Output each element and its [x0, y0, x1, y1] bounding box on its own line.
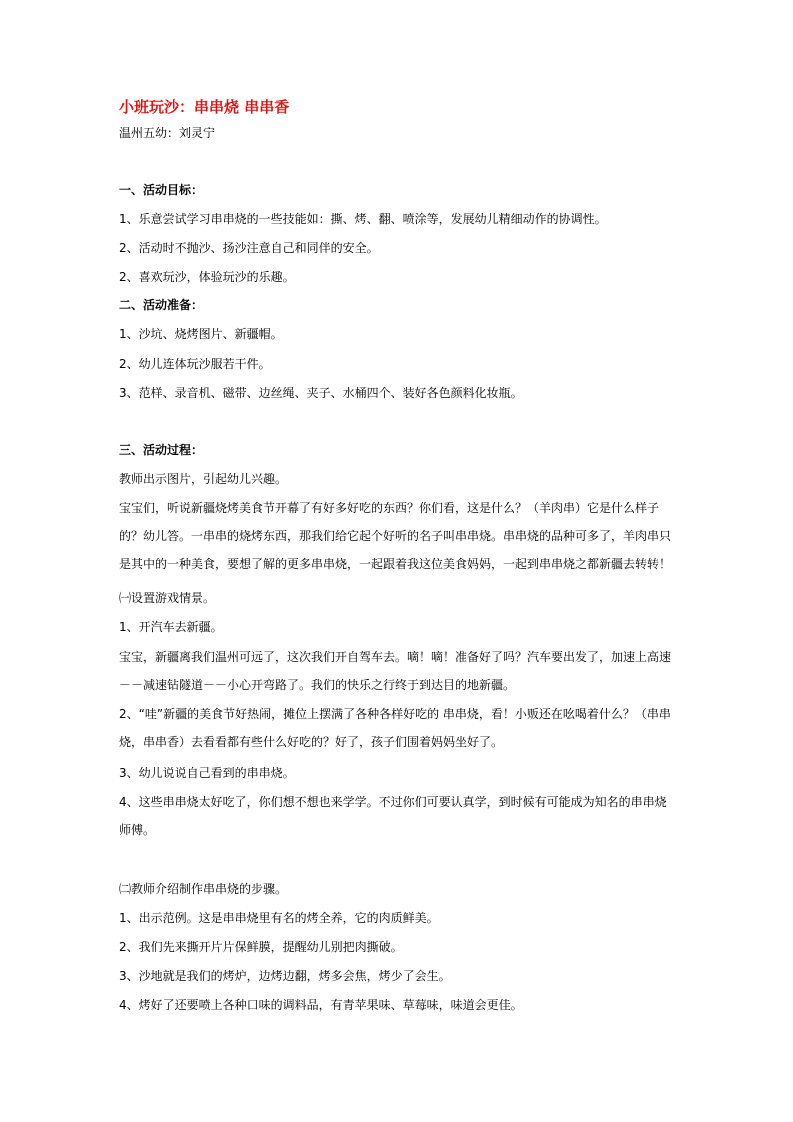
scene-paragraph: 宝宝，新疆离我们温州可远了，这次我们开自驾车去。嘀！嘀！准备好了吗？汽车要出发了，加速上高速－－减速钻隧道－－小心开弯路了。我们的快乐之行终于到达目的地新疆。 [119, 650, 672, 692]
section-heading-goals: 一、活动目标： [119, 183, 204, 197]
goal-item: 2、喜欢玩沙，体验玩沙的乐趣。 [119, 270, 295, 284]
scene-paragraph: 2、“哇”新疆的美食节好热闹，摊位上摆满了各种各样好吃的 串串烧，看！小贩还在吆喝着什么？（串串烧，串串香）去看看都有些什么好吃的？好了，孩子们围着妈妈坐好了。 [119, 707, 671, 749]
process-paragraph: 宝宝们，听说新疆烧烤美食节开幕了有好多好吃的东西？你们看，这是什么？（羊肉串）它是什么样子的？幼儿答。一串串的烧烤东西，那我们给它起个好听的名子叫串串烧。串串烧的品种可多了，羊肉串只是其中的一种美食，要想了解的更多串串烧，一起跟着我这位美食妈妈，一起到串串烧之都新疆去转转！ [119, 501, 672, 571]
prep-item: 2、幼儿连体玩沙服若干件。 [119, 357, 271, 371]
step-item: 1、出示范例。这是串串烧里有名的烤全养，它的肉质鲜美。 [119, 911, 439, 925]
subsection-heading: ㈡教师介绍制作串串烧的步骤。 [119, 882, 288, 896]
step-item: 3、沙地就是我们的烤炉，边烤边翻，烤多会焦，烤少了会生。 [119, 969, 451, 983]
author-line: 温州五幼：刘灵宁 [119, 126, 216, 140]
subsection-heading: ㈠设置游戏情景。 [119, 591, 216, 605]
section-heading-process: 三、活动过程： [119, 443, 204, 457]
prep-item: 3、范样、录音机、磁带、边丝绳、夹子、水桶四个、装好各色颜料化妆瓶。 [119, 386, 523, 400]
step-item: 3、幼儿说说自己看到的串串烧。 [119, 766, 295, 780]
section-heading-prep: 二、活动准备： [119, 298, 204, 312]
process-intro: 教师出示图片，引起幼儿兴趣。 [119, 472, 288, 486]
scene-paragraph: 4、这些串串烧太好吃了，你们想不想也来学学。不过你们可要认真学，到时候有可能成为知名的串串烧师傅。 [119, 795, 667, 837]
prep-item: 1、沙坑、烧烤图片、新疆帽。 [119, 327, 283, 341]
step-item: 2、我们先来撕开片片保鲜膜，提醒幼儿别把肉撕破。 [119, 940, 403, 954]
goal-item: 2、活动时不抛沙、扬沙注意自己和同伴的安全。 [119, 241, 379, 255]
page-title: 小班玩沙：串串烧 串串香 [119, 98, 290, 116]
step-item: 4、烤好了还要喷上各种口味的调料品，有青苹果味、草莓味，味道会更佳。 [119, 998, 523, 1012]
goal-item: 1、乐意尝试学习串串烧的一些技能如：撕、烤、翻、喷涂等，发展幼儿精细动作的协调性。 [119, 212, 607, 226]
step-item: 1、开汽车去新疆。 [119, 620, 223, 634]
